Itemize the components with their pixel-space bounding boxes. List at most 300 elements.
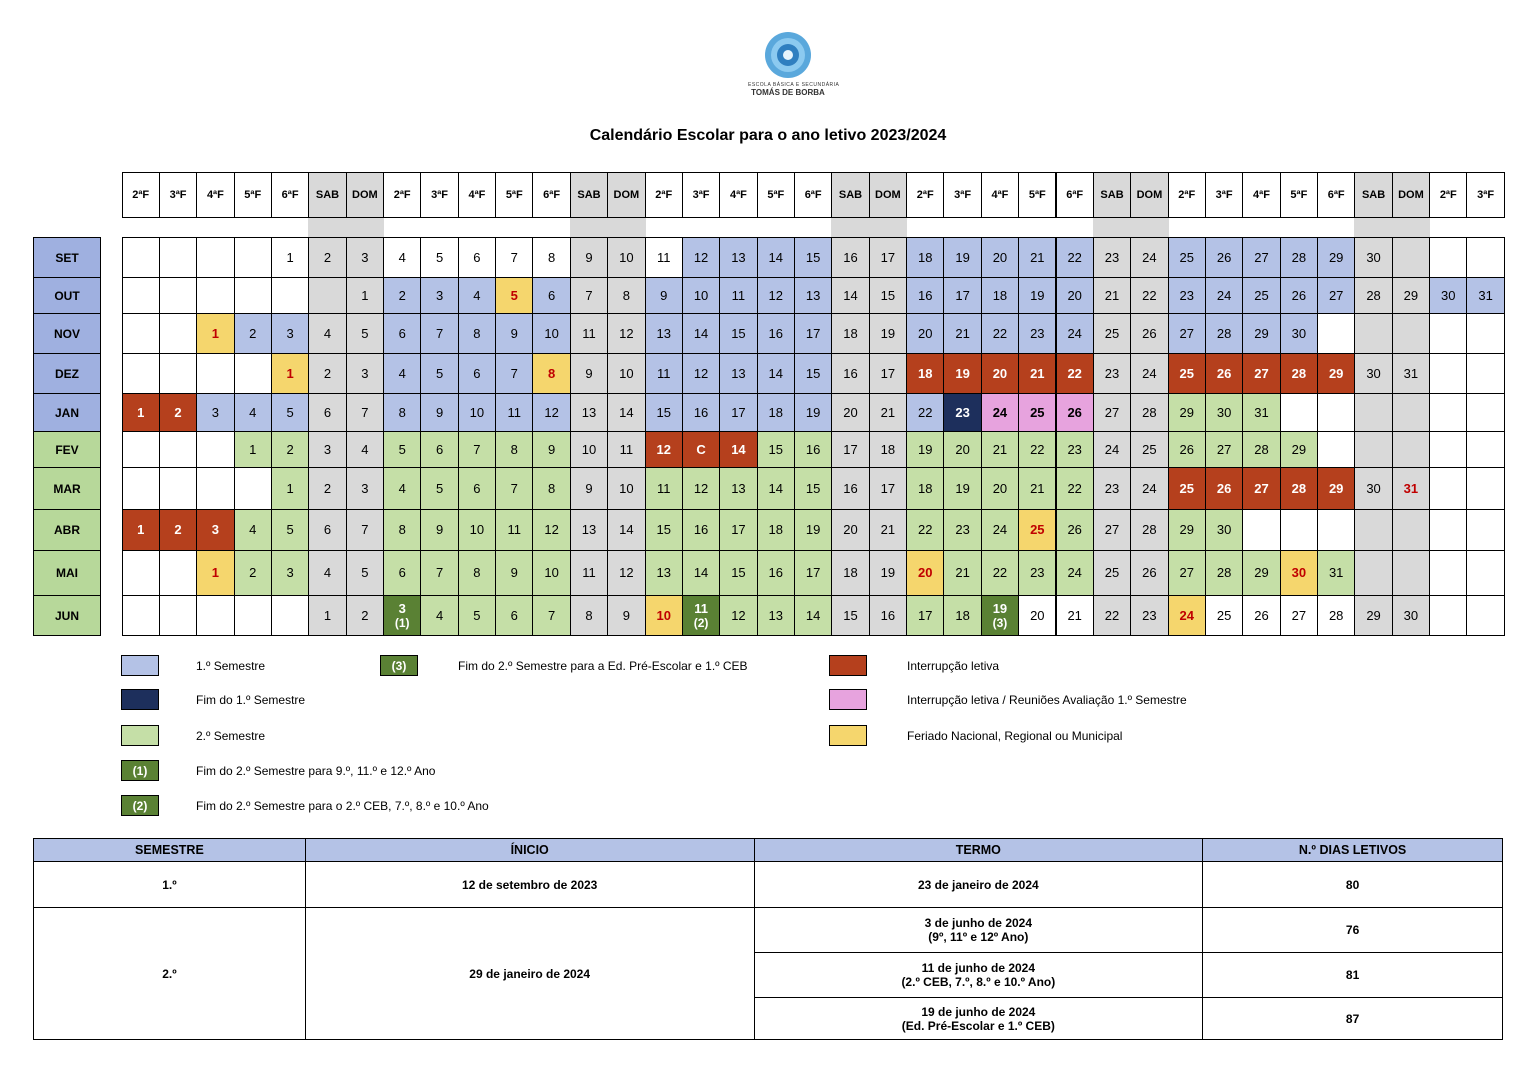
calendar-day: 13 xyxy=(719,467,757,510)
calendar-blank xyxy=(1429,509,1467,551)
calendar-blank xyxy=(159,277,197,314)
weekday-header: DOM xyxy=(869,172,907,218)
legend-swatch-end-2: (2) xyxy=(121,795,159,816)
legend-swatch-end-1: (1) xyxy=(121,760,159,781)
calendar-blank xyxy=(196,467,234,510)
calendar-day: 23 xyxy=(1130,595,1168,636)
legend-swatch-holiday xyxy=(829,725,867,746)
weekday-header: 2ªF xyxy=(1168,172,1206,218)
calendar-blank xyxy=(1466,313,1504,354)
calendar-day: 4 xyxy=(234,393,272,432)
weekday-header: 5ªF xyxy=(234,172,272,218)
calendar-day: 22 xyxy=(1018,431,1056,468)
calendar-day: 26 xyxy=(1205,353,1243,394)
logo-school-type: ESCOLA BÁSICA E SECUNDÁRIA xyxy=(748,82,840,88)
calendar-day: 8 xyxy=(458,550,496,596)
calendar-day: 15 xyxy=(645,509,683,551)
calendar-day: 29 xyxy=(1242,313,1280,354)
weekday-header: 5ªF xyxy=(1280,172,1318,218)
calendar-day: 19 xyxy=(943,353,981,394)
calendar-day: 12 xyxy=(607,550,645,596)
calendar-day: 5 xyxy=(495,277,533,314)
calendar-blank xyxy=(122,431,160,468)
legend-swatch-2nd-semester xyxy=(121,725,159,746)
weekend-band xyxy=(308,218,346,237)
calendar-day: 11 xyxy=(570,550,608,596)
calendar-day: 29 xyxy=(1280,431,1318,468)
calendar-day: 14 xyxy=(682,313,720,354)
calendar-blank xyxy=(1429,550,1467,596)
calendar-day: 10 xyxy=(607,353,645,394)
calendar-day: 22 xyxy=(981,550,1019,596)
calendar-day: 12 xyxy=(607,313,645,354)
calendar-day: 10 xyxy=(532,550,570,596)
calendar-day: 12 xyxy=(682,237,720,278)
calendar-day: 14 xyxy=(757,467,795,510)
calendar-blank xyxy=(1392,393,1430,432)
calendar-day: 13 xyxy=(757,595,795,636)
calendar-day: 19 xyxy=(794,509,832,551)
calendar-day: 13 xyxy=(719,237,757,278)
calendar-blank xyxy=(1429,237,1467,278)
calendar-day: 29 xyxy=(1168,393,1206,432)
weekday-header: 6ªF xyxy=(271,172,309,218)
calendar-day: 12 xyxy=(719,595,757,636)
calendar-day: 25 xyxy=(1018,393,1056,432)
calendar-day: 29 xyxy=(1168,509,1206,551)
calendar-day: 27 xyxy=(1242,237,1280,278)
month-label: JAN xyxy=(33,393,101,432)
calendar-day: 21 xyxy=(1018,353,1056,394)
calendar-day: 26 xyxy=(1056,393,1094,432)
calendar-day: 25 xyxy=(1093,313,1131,354)
calendar-day: 4 xyxy=(458,277,496,314)
weekend-band xyxy=(1392,218,1430,237)
calendar-day: 29 xyxy=(1242,550,1280,596)
calendar-day: 23 xyxy=(943,509,981,551)
weekday-header: 6ªF xyxy=(1317,172,1355,218)
weekday-header: 2ªF xyxy=(906,172,944,218)
calendar-day: C xyxy=(682,431,720,468)
calendar-day: 30 xyxy=(1280,313,1318,354)
calendar-blank xyxy=(271,277,309,314)
calendar-day: 28 xyxy=(1317,595,1355,636)
calendar-blank xyxy=(1317,393,1355,432)
calendar-blank xyxy=(1392,550,1430,596)
calendar-day: 14 xyxy=(757,237,795,278)
calendar-blank xyxy=(1429,393,1467,432)
calendar-day: 16 xyxy=(757,550,795,596)
calendar-day: 4 xyxy=(383,467,421,510)
calendar-day: 26 xyxy=(1242,595,1280,636)
calendar-day: 7 xyxy=(495,353,533,394)
summary-end: 23 de janeiro de 2024 xyxy=(754,862,1203,908)
calendar-day: 30 xyxy=(1354,237,1392,278)
calendar-day: 20 xyxy=(906,313,944,354)
calendar-day: 8 xyxy=(495,431,533,468)
calendar-blank xyxy=(1466,237,1504,278)
calendar-blank xyxy=(159,313,197,354)
calendar-day: 3 xyxy=(271,313,309,354)
calendar-blank xyxy=(1429,431,1467,468)
calendar-day: 16 xyxy=(906,277,944,314)
calendar-day: 13 xyxy=(794,277,832,314)
calendar-blank xyxy=(196,595,234,636)
calendar-day: 5 xyxy=(420,353,458,394)
calendar-day: 10 xyxy=(570,431,608,468)
calendar-day: 27 xyxy=(1168,550,1206,596)
calendar-day: 15 xyxy=(794,237,832,278)
month-label: ABR xyxy=(33,509,101,551)
calendar-day: 12 xyxy=(532,393,570,432)
calendar-day: 1 xyxy=(196,313,234,354)
summary-end-note: (Ed. Pré-Escolar e 1.º CEB) xyxy=(901,1018,1055,1033)
calendar-blank xyxy=(1429,313,1467,354)
calendar-day: 31 xyxy=(1466,277,1504,314)
calendar-blank xyxy=(1392,431,1430,468)
calendar-day: 15 xyxy=(831,595,869,636)
calendar-day: 6 xyxy=(420,431,458,468)
calendar-day: 27 xyxy=(1168,313,1206,354)
calendar-day: 22 xyxy=(1056,353,1094,394)
calendar-day: 24 xyxy=(1205,277,1243,314)
calendar-day: 7 xyxy=(495,467,533,510)
calendar-day: 2 xyxy=(308,237,346,278)
calendar-blank xyxy=(122,277,160,314)
calendar-blank xyxy=(1317,509,1355,551)
calendar-day: 1 xyxy=(271,467,309,510)
weekday-header: 3ªF xyxy=(159,172,197,218)
weekday-header: 6ªF xyxy=(794,172,832,218)
calendar-day: 18 xyxy=(906,467,944,510)
calendar-blank xyxy=(1429,467,1467,510)
calendar-day: 18 xyxy=(906,353,944,394)
summary-end-date: 19 de junho de 2024 xyxy=(921,1004,1036,1019)
calendar-day: 13 xyxy=(645,313,683,354)
legend-label-evaluation: Interrupção letiva / Reuniões Avaliação 1.º Semestre xyxy=(907,693,1187,707)
calendar-blank xyxy=(196,277,234,314)
calendar-day: 17 xyxy=(719,509,757,551)
calendar-day: 26 xyxy=(1280,277,1318,314)
calendar-day: 5 xyxy=(346,550,384,596)
calendar-blank xyxy=(1354,509,1392,551)
calendar-day: 1 xyxy=(271,237,309,278)
calendar-blank xyxy=(159,467,197,510)
calendar-day: 28 xyxy=(1242,431,1280,468)
calendar-day: 19 (3) xyxy=(981,595,1019,636)
calendar-day: 24 xyxy=(981,509,1019,551)
calendar-day: 21 xyxy=(869,393,907,432)
calendar-day: 1 xyxy=(234,431,272,468)
calendar-blank xyxy=(1354,550,1392,596)
calendar-day: 25 xyxy=(1242,277,1280,314)
calendar-day: 2 xyxy=(346,595,384,636)
calendar-day: 30 xyxy=(1354,353,1392,394)
month-label: MAI xyxy=(33,550,101,596)
calendar-day: 25 xyxy=(1168,237,1206,278)
calendar-day: 1 xyxy=(122,393,160,432)
weekday-header: 6ªF xyxy=(1056,172,1094,218)
calendar-day: 30 xyxy=(1354,467,1392,510)
calendar-blank xyxy=(122,467,160,510)
calendar-blank xyxy=(122,353,160,394)
calendar-day: 10 xyxy=(645,595,683,636)
calendar-day: 24 xyxy=(1130,237,1168,278)
calendar-day: 18 xyxy=(831,313,869,354)
calendar-day: 26 xyxy=(1130,550,1168,596)
weekend-band xyxy=(1354,218,1392,237)
summary-end-note: (9º, 11º e 12º Ano) xyxy=(928,930,1029,944)
calendar-day: 25 xyxy=(1168,467,1206,510)
calendar-day: 6 xyxy=(532,277,570,314)
month-label: OUT xyxy=(33,277,101,314)
calendar-blank xyxy=(234,467,272,510)
calendar-day: 4 xyxy=(383,353,421,394)
weekend-band xyxy=(607,218,645,237)
calendar-day: 17 xyxy=(719,393,757,432)
calendar-day: 26 xyxy=(1205,467,1243,510)
calendar-day: 2 xyxy=(271,431,309,468)
calendar-day: 14 xyxy=(607,393,645,432)
calendar-day: 7 xyxy=(458,431,496,468)
calendar-blank xyxy=(159,431,197,468)
summary-start: 12 de setembro de 2023 xyxy=(305,862,754,908)
summary-days: 81 xyxy=(1203,953,1503,998)
calendar-day: 11 xyxy=(719,277,757,314)
legend-swatch-interruption xyxy=(829,655,867,676)
calendar-day: 3 xyxy=(196,393,234,432)
calendar-day: 23 xyxy=(1168,277,1206,314)
school-logo xyxy=(748,30,840,100)
weekend-band xyxy=(346,218,384,237)
summary-header-dias: N.º DIAS LETIVOS xyxy=(1203,839,1503,862)
summary-header-inicio: ÍNICIO xyxy=(305,839,754,862)
summary-days: 80 xyxy=(1203,862,1503,908)
calendar-day: 28 xyxy=(1280,467,1318,510)
calendar-blank xyxy=(196,353,234,394)
calendar-day: 4 xyxy=(234,509,272,551)
weekday-header: 3ªF xyxy=(1466,172,1504,218)
legend-swatch-evaluation xyxy=(829,689,867,710)
calendar-day: 9 xyxy=(420,393,458,432)
calendar-day: 6 xyxy=(495,595,533,636)
calendar-blank xyxy=(234,353,272,394)
calendar-day: 12 xyxy=(645,431,683,468)
calendar-day: 27 xyxy=(1317,277,1355,314)
weekday-header: 4ªF xyxy=(719,172,757,218)
calendar-day: 20 xyxy=(981,237,1019,278)
calendar-day: 24 xyxy=(1056,313,1094,354)
calendar-day: 11 xyxy=(645,467,683,510)
calendar-day: 1 xyxy=(346,277,384,314)
calendar-day: 24 xyxy=(1168,595,1206,636)
calendar-blank xyxy=(1242,509,1280,551)
calendar-blank xyxy=(1392,509,1430,551)
calendar-day: 7 xyxy=(570,277,608,314)
summary-row-2nd-a xyxy=(34,908,1503,953)
page-title: Calendário Escolar para o ano letivo 2023/2024 xyxy=(589,127,947,144)
calendar-day: 4 xyxy=(383,237,421,278)
calendar-day: 28 xyxy=(1354,277,1392,314)
calendar-day: 15 xyxy=(869,277,907,314)
calendar-day: 31 xyxy=(1242,393,1280,432)
calendar-blank xyxy=(271,595,309,636)
calendar-day: 3 xyxy=(420,277,458,314)
calendar-day: 19 xyxy=(869,550,907,596)
calendar-day: 3 xyxy=(271,550,309,596)
calendar-day: 23 xyxy=(1093,467,1131,510)
calendar-day: 13 xyxy=(570,393,608,432)
calendar-day: 30 xyxy=(1205,393,1243,432)
calendar-day: 5 xyxy=(383,431,421,468)
calendar-blank xyxy=(1429,595,1467,636)
calendar-day: 15 xyxy=(645,393,683,432)
calendar-day: 5 xyxy=(271,393,309,432)
weekday-header: DOM xyxy=(346,172,384,218)
calendar-day: 31 xyxy=(1317,550,1355,596)
weekday-header: SAB xyxy=(570,172,608,218)
calendar-day: 5 xyxy=(420,467,458,510)
calendar-blank xyxy=(1280,509,1318,551)
calendar-day: 9 xyxy=(495,550,533,596)
weekday-header: 3ªF xyxy=(682,172,720,218)
calendar-day: 17 xyxy=(869,237,907,278)
calendar-blank xyxy=(1466,431,1504,468)
calendar-day: 20 xyxy=(981,353,1019,394)
calendar-day: 27 xyxy=(1205,431,1243,468)
calendar-day: 7 xyxy=(346,393,384,432)
calendar-day: 26 xyxy=(1056,509,1094,551)
legend-label-end-2: Fim do 2.º Semestre para o 2.º CEB, 7.º, 8.º e 10.º Ano xyxy=(196,799,489,813)
calendar-day: 21 xyxy=(869,509,907,551)
month-label: NOV xyxy=(33,313,101,354)
month-label: SET xyxy=(33,237,101,278)
calendar-day: 23 xyxy=(1018,550,1056,596)
calendar-day: 3 xyxy=(346,353,384,394)
summary-end xyxy=(754,953,1203,998)
calendar-day: 4 xyxy=(308,313,346,354)
calendar-day: 28 xyxy=(1280,237,1318,278)
calendar-day: 2 xyxy=(234,550,272,596)
calendar-day: 21 xyxy=(1018,467,1056,510)
calendar-day: 29 xyxy=(1392,277,1430,314)
calendar-day: 16 xyxy=(682,393,720,432)
calendar-day: 23 xyxy=(1018,313,1056,354)
calendar-day: 9 xyxy=(570,467,608,510)
calendar-day: 30 xyxy=(1429,277,1467,314)
calendar-blank xyxy=(1392,313,1430,354)
calendar-day: 18 xyxy=(831,550,869,596)
month-label: JUN xyxy=(33,595,101,636)
calendar-day: 10 xyxy=(532,313,570,354)
calendar-day: 4 xyxy=(308,550,346,596)
calendar-blank xyxy=(1466,393,1504,432)
calendar-day: 6 xyxy=(383,313,421,354)
calendar-blank xyxy=(122,237,160,278)
calendar-day: 25 xyxy=(1168,353,1206,394)
calendar-blank xyxy=(1466,467,1504,510)
calendar-day: 7 xyxy=(420,313,458,354)
calendar-day: 20 xyxy=(981,467,1019,510)
calendar-day: 14 xyxy=(757,353,795,394)
calendar-day: 21 xyxy=(1018,237,1056,278)
calendar-day: 23 xyxy=(1093,237,1131,278)
calendar-day: 26 xyxy=(1168,431,1206,468)
calendar-day: 19 xyxy=(943,467,981,510)
calendar-day: 20 xyxy=(906,550,944,596)
calendar-day: 7 xyxy=(420,550,458,596)
calendar-day: 27 xyxy=(1093,509,1131,551)
calendar-day: 20 xyxy=(831,509,869,551)
legend-swatch-end-1st-semester xyxy=(121,689,159,710)
calendar-day: 10 xyxy=(682,277,720,314)
calendar-blank xyxy=(1466,509,1504,551)
weekday-header: 2ªF xyxy=(645,172,683,218)
calendar-day: 17 xyxy=(906,595,944,636)
month-label: FEV xyxy=(33,431,101,468)
weekday-header: 3ªF xyxy=(943,172,981,218)
calendar-day: 3 xyxy=(308,431,346,468)
summary-start: 29 de janeiro de 2024 xyxy=(305,908,754,1040)
calendar-blank xyxy=(1354,431,1392,468)
calendar-blank xyxy=(196,431,234,468)
calendar-day: 15 xyxy=(719,313,757,354)
school-emblem-icon xyxy=(763,30,813,80)
calendar-day: 14 xyxy=(794,595,832,636)
calendar-day: 17 xyxy=(943,277,981,314)
calendar-day: 28 xyxy=(1280,353,1318,394)
calendar-day: 16 xyxy=(869,595,907,636)
calendar-blank xyxy=(159,237,197,278)
weekday-header: SAB xyxy=(1093,172,1131,218)
calendar-day: 21 xyxy=(943,550,981,596)
summary-header-row xyxy=(34,839,1503,862)
calendar-day: 11 xyxy=(495,509,533,551)
weekday-header: DOM xyxy=(1130,172,1168,218)
calendar-day: 20 xyxy=(943,431,981,468)
calendar-day: 20 xyxy=(831,393,869,432)
calendar-blank xyxy=(122,313,160,354)
logo-school-name: TOMÁS DE BORBA xyxy=(751,88,825,97)
calendar-day: 22 xyxy=(981,313,1019,354)
calendar-day: 19 xyxy=(1018,277,1056,314)
calendar-day: 4 xyxy=(346,431,384,468)
calendar-day: 18 xyxy=(869,431,907,468)
calendar-day: 3 (1) xyxy=(383,595,421,636)
calendar-day: 30 xyxy=(1280,550,1318,596)
calendar-day: 2 xyxy=(308,353,346,394)
calendar-day: 24 xyxy=(1056,550,1094,596)
calendar-day: 10 xyxy=(607,467,645,510)
calendar-day: 19 xyxy=(869,313,907,354)
calendar-day: 19 xyxy=(906,431,944,468)
calendar-day: 23 xyxy=(1056,431,1094,468)
calendar-day: 22 xyxy=(1130,277,1168,314)
calendar-day: 19 xyxy=(943,237,981,278)
summary-end xyxy=(754,908,1203,953)
calendar-day: 8 xyxy=(532,353,570,394)
calendar-day: 6 xyxy=(308,393,346,432)
calendar-day: 29 xyxy=(1317,237,1355,278)
calendar-day: 16 xyxy=(682,509,720,551)
calendar-day: 6 xyxy=(383,550,421,596)
calendar-day: 6 xyxy=(308,509,346,551)
calendar-day: 27 xyxy=(1280,595,1318,636)
calendar-day: 22 xyxy=(1056,237,1094,278)
calendar-day: 28 xyxy=(1205,550,1243,596)
calendar-day: 25 xyxy=(1130,431,1168,468)
calendar-day: 11 xyxy=(607,431,645,468)
